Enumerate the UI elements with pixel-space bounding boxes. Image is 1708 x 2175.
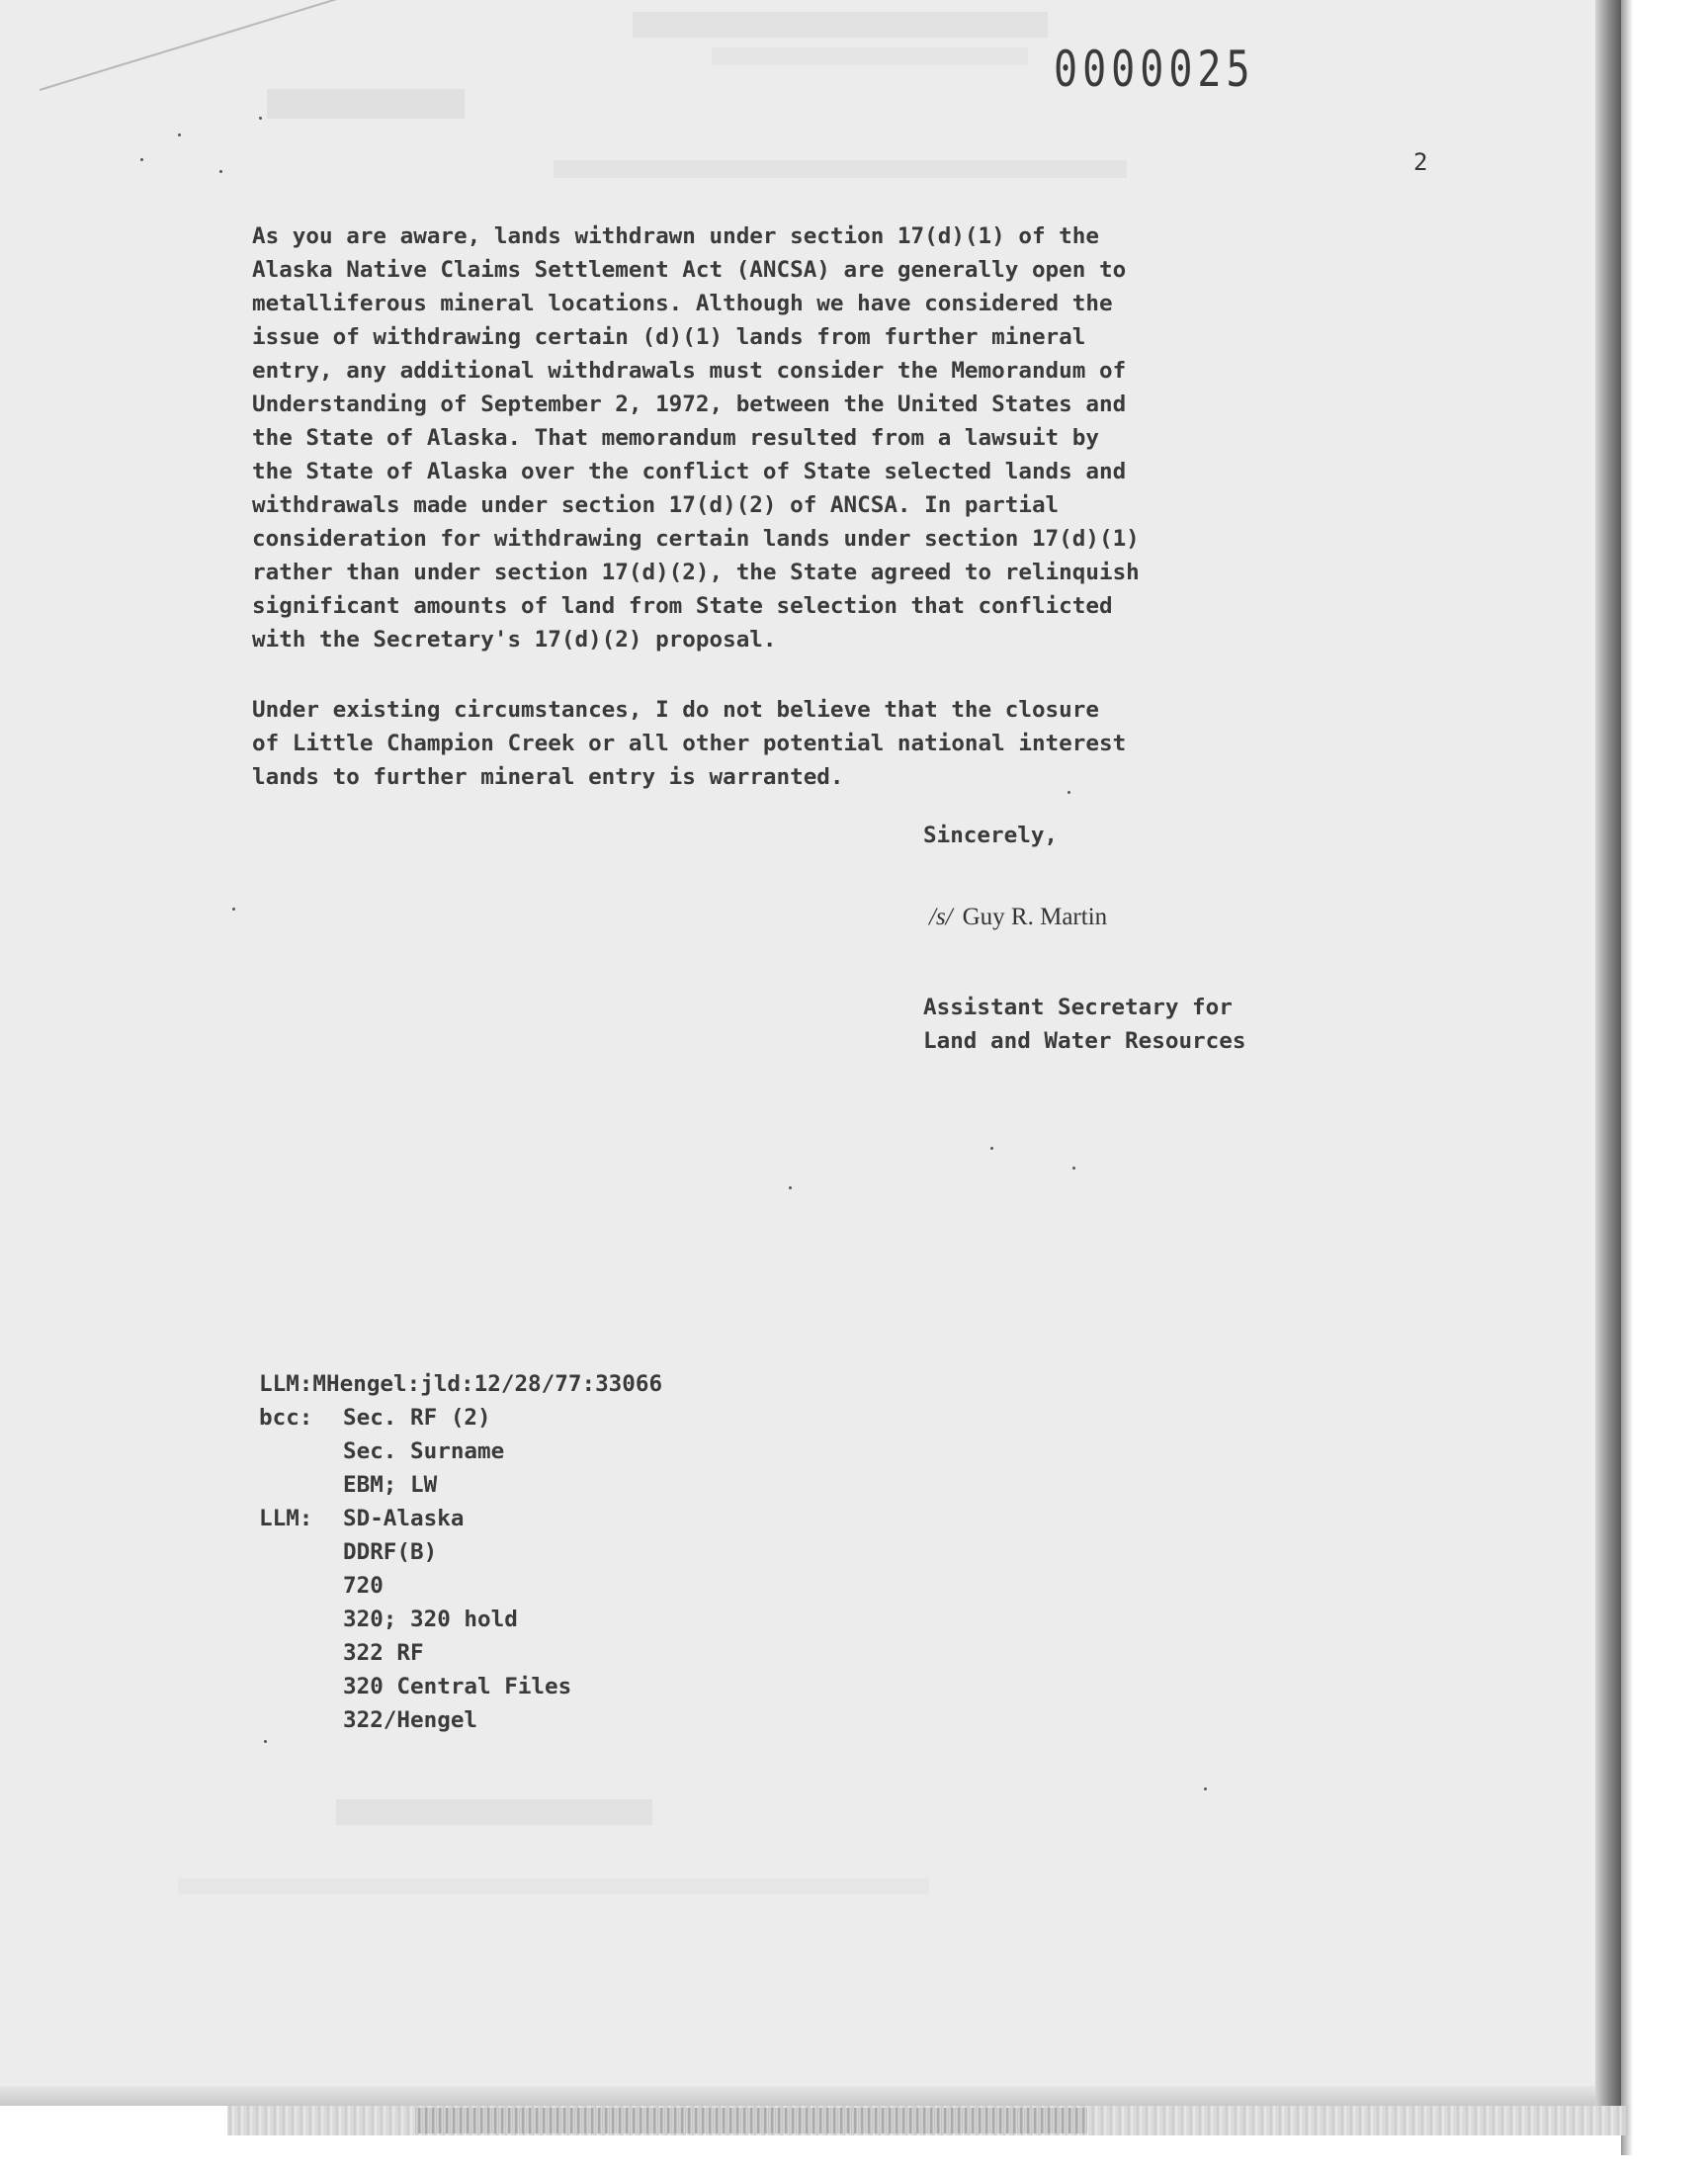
scan-shadow xyxy=(1621,0,1633,2155)
llm-item: 322 RF xyxy=(343,1640,424,1666)
llm-item: 720 xyxy=(343,1573,384,1599)
scan-speck xyxy=(1204,1787,1207,1790)
scan-speck xyxy=(259,117,262,120)
llm-item: 322/Hengel xyxy=(343,1707,478,1733)
llm-item: 320; 320 hold xyxy=(343,1607,518,1632)
scan-speck xyxy=(264,1740,267,1743)
llm-line xyxy=(259,1670,662,1703)
llm-item: 320 Central Files xyxy=(343,1674,572,1699)
signer-title-line: Land and Water Resources xyxy=(923,1028,1246,1054)
llm-line xyxy=(259,1603,662,1636)
scan-speck xyxy=(990,1147,993,1150)
scan-speck xyxy=(232,908,235,911)
file-reference-line: LLM:MHengel:jld:12/28/77:33066 xyxy=(259,1371,663,1397)
bcc-line xyxy=(259,1435,662,1468)
bleed-through-smudge xyxy=(336,1799,652,1825)
signer-title-line: Assistant Secretary for xyxy=(923,995,1233,1020)
body-paragraph: As you are aware, lands withdrawn under section 17(d)(1) of the Alaska Native Claims Settlement Act (ANCSA) are generally open to metalliferous mineral locations. Although we have considered the issue of withdrawing certain (d)(1) lands from further mineral entry, any additional withdrawals must consider the Memorandum of Understanding of September 2, 1972, between the United States and the State of Alaska. That memorandum resulted from a lawsuit by the State of Alaska over the conflict of State selected lands and withdrawals made under section 17(d)(2) of ANCSA. In partial consideration for withdrawing certain lands under section 17(d)(1) rather than under section 17(d)(2), the State agreed to relinquish significant amounts of land from State selection that conflicted with the Secretary's 17(d)(2) proposal. xyxy=(252,223,1140,652)
llm-label: LLM: xyxy=(259,1506,313,1531)
page-number: 2 xyxy=(1413,148,1428,176)
scan-speck xyxy=(789,1186,792,1189)
document-number-stamp: 0000025 xyxy=(1054,42,1255,99)
bcc-item: Sec. Surname xyxy=(343,1438,505,1464)
bcc-line xyxy=(259,1401,662,1435)
page-right-edge xyxy=(1595,0,1621,2106)
llm-line xyxy=(259,1502,662,1535)
bcc-line xyxy=(259,1468,662,1502)
llm-item: DDRF(B) xyxy=(343,1539,438,1565)
closing-salutation: Sincerely, xyxy=(923,823,1059,848)
distribution-block xyxy=(259,1367,662,1737)
body-paragraph: Under existing circumstances, I do not believe that the closure of Little Champion Creek or all other potential national interest lands to further mineral entry is warranted. xyxy=(252,697,1127,790)
llm-item: SD-Alaska xyxy=(343,1506,465,1531)
scan-speck xyxy=(178,133,181,136)
bleed-through-smudge xyxy=(267,89,465,119)
page-bottom-edge xyxy=(0,2086,1621,2106)
bleed-through-smudge xyxy=(178,1878,929,1894)
bleed-through-smudge xyxy=(712,47,1028,65)
scan-bottom-strip xyxy=(415,2108,1087,2133)
scan-speck xyxy=(140,158,143,161)
scan-speck xyxy=(219,170,222,173)
llm-line xyxy=(259,1569,662,1603)
scan-speck xyxy=(1072,1167,1075,1170)
scan-artifact-line xyxy=(40,0,381,91)
bcc-label: bcc: xyxy=(259,1405,313,1431)
llm-line xyxy=(259,1535,662,1569)
bcc-item: Sec. RF (2) xyxy=(343,1405,491,1431)
signer-name: Guy R. Martin xyxy=(962,904,1108,930)
signature-mark: /s/ xyxy=(929,904,953,930)
llm-line xyxy=(259,1703,662,1737)
llm-line xyxy=(259,1636,662,1670)
bcc-item: EBM; LW xyxy=(343,1472,438,1498)
bleed-through-smudge xyxy=(633,12,1048,38)
signature-line xyxy=(929,904,1107,931)
signer-title xyxy=(923,991,1245,1058)
bleed-through-smudge xyxy=(554,160,1127,178)
